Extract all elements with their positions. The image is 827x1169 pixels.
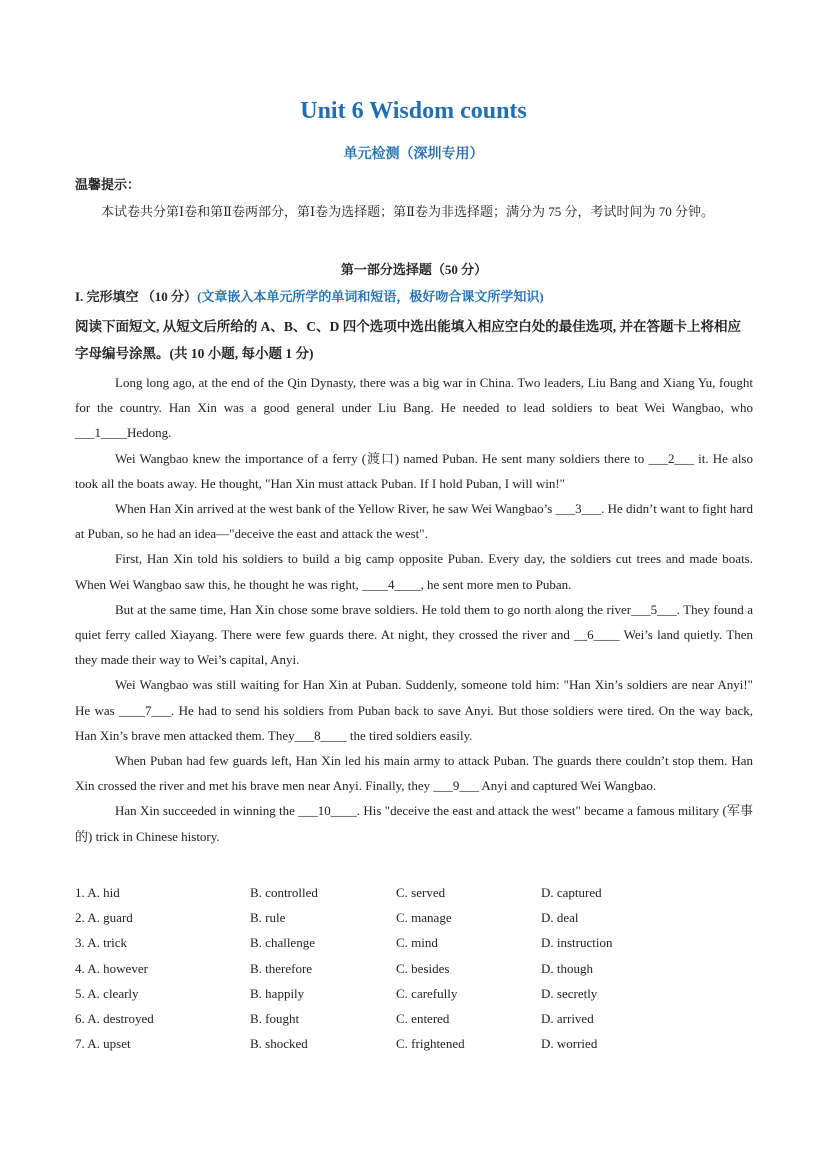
option-d: D. instruction	[541, 935, 613, 951]
option-a: 3. A. trick	[75, 935, 127, 951]
option-a: 7. A. upset	[75, 1036, 131, 1052]
option-a: 6. A. destroyed	[75, 1010, 154, 1026]
instructions: 阅读下面短文, 从短文后所给的 A、B、C、D 四个选项中选出能填入相应空白处的最佳选项, 并在答题卡上将相应字母编号涂黑。(共 10 小题, 每小题 1 分)	[75, 319, 742, 361]
option-b: B. rule	[250, 910, 286, 926]
document-title: Unit 6 Wisdom counts	[300, 98, 527, 124]
option-c: C. mind	[396, 935, 438, 951]
paragraph: Wei Wangbao knew the importance of a ferry (渡口) named Puban. He sent many soldiers there to ___2___ it. He also took all the boats away. He thought, "Han Xin must attack Puban. If I hold Puban, I will win!"	[75, 450, 753, 491]
option-b: B. challenge	[250, 935, 315, 951]
cloze-passage	[75, 370, 753, 849]
paragraph: But at the same time, Han Xin chose some brave soldiers. He told them to go north along the river___5___. They found a quiet ferry called Xiayang. There were few guards there. At night, they crossed the river and __6____ Wei’s land quietly. Then they made their way to Wei’s capital, Anyi.	[75, 601, 753, 668]
option-d: D. captured	[541, 885, 602, 900]
option-c: C. frightened	[396, 1036, 465, 1052]
question-options-row	[75, 956, 755, 981]
question-options-row	[75, 1031, 755, 1056]
question-options-row	[75, 930, 755, 955]
option-d: D. deal	[541, 910, 579, 926]
option-b: B. shocked	[250, 1036, 308, 1052]
option-a: 4. A. however	[75, 960, 148, 976]
question-options-row	[75, 981, 755, 1006]
option-c: C. served	[396, 885, 446, 900]
option-c: C. entered	[396, 1010, 450, 1026]
option-d: D. though	[541, 960, 593, 976]
question-options-row	[75, 905, 755, 930]
part-heading: 第一部分选择题（50 分）	[340, 262, 488, 277]
paragraph: When Han Xin arrived at the west bank of the Yellow River, he saw Wei Wangbao’s ___3___. He didn’t want to fight hard at Puban, so he had an idea—"deceive the east and attack the west".	[75, 501, 753, 542]
option-c: C. besides	[396, 960, 450, 976]
option-a: 1. A. hid	[75, 885, 120, 900]
paragraph: When Puban had few guards left, Han Xin led his main army to attack Puban. The guards there couldn’t stop them. Han Xin crossed the river and met his brave men near Anyi. Finally, they ___9___ Anyi and captured Wei Wangbao.	[75, 753, 753, 794]
option-c: C. manage	[396, 910, 452, 926]
option-b: B. fought	[250, 1010, 300, 1026]
option-c: C. carefully	[396, 985, 458, 1001]
tips-text: 本试卷共分第Ⅰ卷和第Ⅱ卷两部分，第Ⅰ卷为选择题；第Ⅱ卷为非选择题；满分为 75 分，考试时间为 70 分钟。	[101, 204, 714, 219]
option-b: B. controlled	[250, 885, 318, 900]
section-label: I. 完形填空 （10 分）	[75, 289, 198, 304]
paragraph: Long long ago, at the end of the Qin Dynasty, there was a big war in China. Two leaders, Liu Bang and Xiang Yu, fought for the country. Han Xin was a good general under Liu Bang. He needed to lead soldiers to beat Wei Wangbao, who ___1____Hedong.	[75, 375, 753, 441]
option-a: 5. A. clearly	[75, 985, 139, 1001]
document-subtitle: 单元检测（深圳专用）	[343, 147, 484, 162]
option-d: D. worried	[541, 1036, 598, 1052]
paragraph: Wei Wangbao was still waiting for Han Xin at Puban. Suddenly, someone told him: "Han Xin’s soldiers are near Anyi!" He was ____7___. He had to send his soldiers from Puban back to save Anyi. But those soldiers were tired. On the way back, Han Xin’s brave men attacked them. They___8____ the tired soldiers easily.	[75, 677, 753, 743]
tips-heading: 温馨提示：	[75, 177, 141, 192]
question-options-row	[75, 880, 755, 905]
section-heading	[75, 286, 753, 305]
section-note: (文章嵌入本单元所学的单词和短语，极好吻合课文所学知识)	[197, 289, 544, 304]
option-d: D. arrived	[541, 1010, 594, 1026]
option-b: B. therefore	[250, 960, 313, 976]
option-a: 2. A. guard	[75, 910, 133, 926]
question-options-row	[75, 1006, 755, 1031]
option-b: B. happily	[250, 985, 305, 1001]
option-d: D. secretly	[541, 985, 598, 1001]
paragraph: Han Xin succeeded in winning the ___10____. His "deceive the east and attack the west" became a famous military (军事的) trick in Chinese history.	[75, 803, 753, 844]
paragraph: First, Han Xin told his soldiers to build a big camp opposite Puban. Every day, the soldiers cut trees and made boats. When Wei Wangbao saw this, he thought he was right, ____4____, he sent more men to Puban.	[75, 551, 753, 592]
options-list	[75, 880, 755, 1056]
